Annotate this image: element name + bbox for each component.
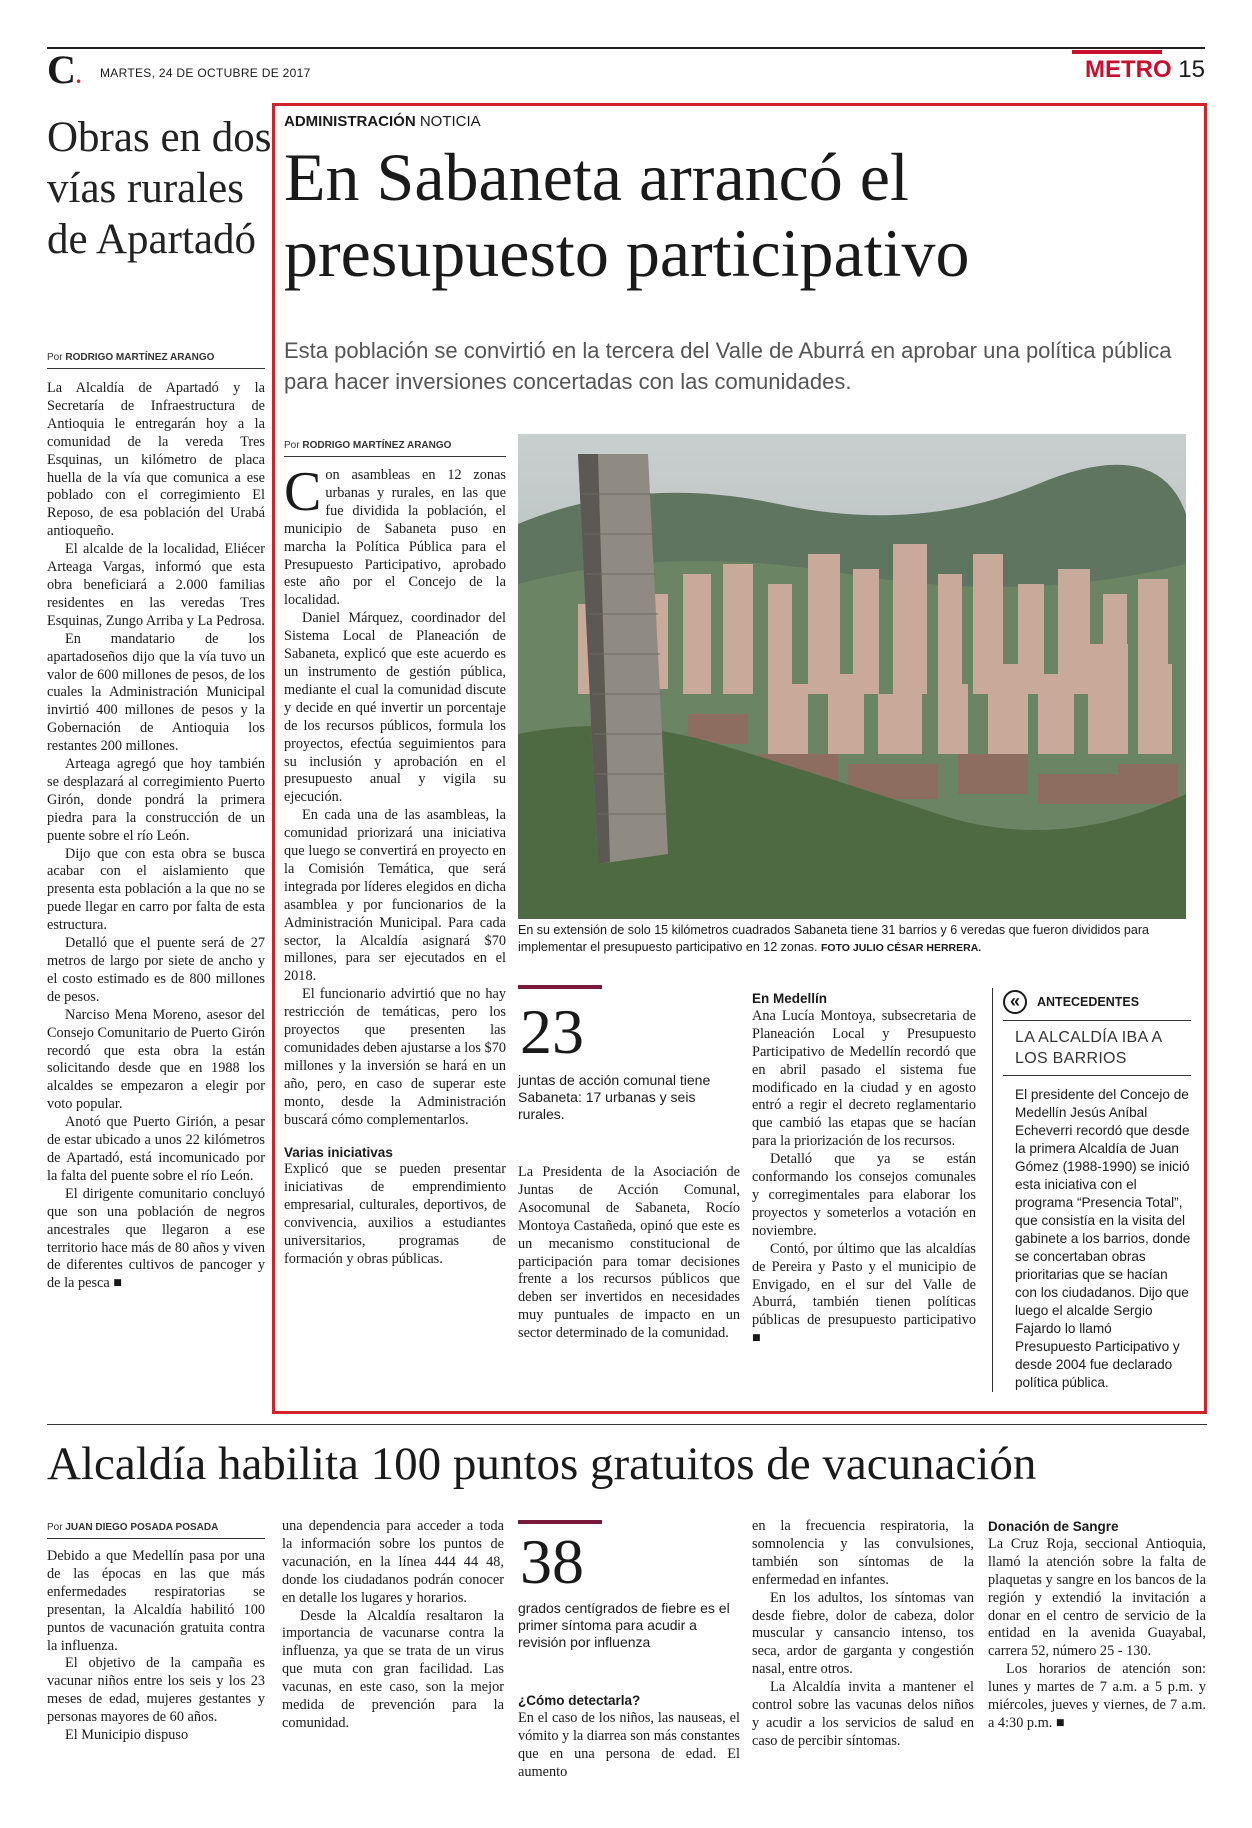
paragraph: El funcionario advirtió que no hay restricción de temáticas, pero los proyectos que presenten las comunidades deben ajustarse a los $70 millones y la inversión se hará en un año, pero, en caso de superar este monto, desde la Administración buscará cómo complementarlos. — [284, 986, 506, 1128]
paragraph: En los adultos, los síntomas van desde fiebre, dolor de cabeza, dolor muscular y cansancio intenso, tos seca, ardor de garganta y congestión nasal, entre otros. — [752, 1589, 974, 1678]
left-story-title: Obras en dos vías rurales de Apartadó — [47, 114, 272, 263]
section-header — [1085, 56, 1205, 84]
drop-cap: C — [284, 461, 322, 523]
stat-accent-bar — [518, 1520, 602, 1524]
paragraph: Ana Lucía Montoya, subsecretaria de Planeación Local y Presupuesto Participativo de Medellín recordó que en abril pasado el sistema fue modificado en la ciudad y en agosto entró a regir el decreto reglamentario que cambió las etapas que se hacían para la priorización de los recursos. — [752, 1007, 976, 1150]
main-story-title: En Sabaneta arrancó el presupuesto participativo — [284, 139, 970, 291]
bottom-story-col1 — [47, 1548, 265, 1745]
paragraph: Detalló que ya se están conformando los consejos comunales y corregimentales para elaborar los proyectos y someterlos a votación en noviembre. — [752, 1151, 976, 1239]
paragraph: En mandatario de los apartadoseños dijo que la vía tuvo un valor de 600 millones de pesos, de los cuales la Administración Municipal invirtió 400 millones de pesos y la Gobernación de Antioquia los restantes 200 millones. — [47, 630, 265, 755]
paragraph: Anotó que Puerto Girión, a pesar de estar ubicado a unos 22 kilómetros de Apartadó, está incomunicado por la falta del puente sobre el río León. — [47, 1114, 265, 1184]
main-story-col1 — [284, 461, 506, 1269]
newspaper-logo: C. — [47, 47, 82, 92]
main-byline-rule — [284, 456, 506, 457]
paragraph: Con asambleas en 12 zonas urbanas y rurales, en las que fue dividida la población, el municipio de Sabaneta puso en marcha la Política Pública para el Presupuesto Participativo, aprobado este año por el Concejo de la localidad. — [284, 461, 506, 609]
antecedentes-label: ANTECEDENTES — [1037, 995, 1140, 1009]
antecedentes-rule — [1003, 1020, 1191, 1021]
main-story-byline: Por RODRIGO MARTÍNEZ ARANGO — [284, 440, 452, 451]
photo-credit: FOTO JULIO CÉSAR HERRERA. — [820, 942, 982, 954]
stat-accent-bar — [518, 985, 602, 989]
main-story-col2 — [518, 1164, 740, 1343]
paragraph: La Alcaldía de Apartadó y la Secretaría de Infraestructura de Antioquia le entregarán hoy a la comunidad de la vereda Tres Esquinas, un kilómetro de placa huella de la vía que comunica a ese poblado con el corregimiento El Reposo, de esa población del Urabá antioqueño. — [47, 380, 265, 540]
stat-number-fever: 38 — [520, 1526, 584, 1597]
left-byline-rule — [47, 368, 265, 369]
antecedentes-title: LA ALCALDÍA IBA A LOS BARRIOS — [1015, 1029, 1162, 1067]
stat-caption: juntas de acción comunal tiene Sabaneta: 17 urbanas y seis rurales. — [518, 1072, 711, 1122]
paragraph: Explicó que se pueden presentar iniciativas de emprendimiento empresarial, culturales, deportivos, de convivencia, auxilios a estudiantes universitarios, programas de formación y obras públicas. — [284, 1161, 506, 1267]
skyline-illustration — [518, 434, 1186, 919]
paragraph: en la frecuencia respiratoria, la somnolencia y las convulsiones, también son síntomas de la enfermedad en infantes. — [752, 1518, 974, 1588]
bottom-story-col4 — [752, 1518, 974, 1751]
subhead-varias-iniciativas: Varias iniciativas — [284, 1144, 393, 1160]
paragraph: En cada una de las asambleas, la comunidad priorizará una iniciativa que luego se convertirá en proyecto en la Comisión Temática, que será integrada por líderes elegidos en dicha asamblea y por funcionarios de la Administración Municipal. Para cada sector, la Alcaldía asignará $70 millones, para ser ejecutados en el 2018. — [284, 807, 506, 985]
paragraph: La Presidenta de la Asociación de Juntas de Acción Comunal, Asocomunal de Sabaneta, Rocío Montoya Castañeda, opinó que este es un mecanismo constitucional de participación para tomar decisiones frente a los recursos públicos que deben ser invertidos en necesidades muy puntuales de impacto en un sector determinado de la comunidad. — [518, 1164, 740, 1342]
paragraph: El objetivo de la campaña es vacunar niños entre los seis y los 23 meses de edad, mujeres gestantes y personas mayores de 60 años. — [47, 1655, 265, 1726]
paragraph: En el caso de los niños, las nauseas, el vómito y la diarrea son más constantes que en una persona de edad. El aumento — [518, 1709, 740, 1780]
antecedentes-rule-bottom — [1003, 1075, 1191, 1076]
left-story-body — [47, 380, 265, 1293]
logo-dot: . — [75, 63, 82, 88]
left-story-byline: Por RODRIGO MARTÍNEZ ARANGO — [47, 352, 215, 363]
paragraph: Narciso Mena Moreno, asesor del Consejo Comunitario de Puerto Girón recordó que esta obra la están solicitando desde que en 1988 los alcaldes se empezaron a elegir por voto popular. — [47, 1006, 265, 1113]
main-story-col3 — [752, 990, 976, 1348]
subhead-donacion-de-sangre: Donación de Sangre — [988, 1519, 1119, 1534]
paragraph: Contó, por último que las alcaldías de Pereira y Pasto y el municipio de Envigado, en el sur del Valle de Aburrá, también tienen políticas públicas de presupuesto participativo ■ — [752, 1240, 976, 1347]
paragraph: Debido a que Medellín pasa por una de las épocas en las que más enfermedades respiratorias se presentan, la Alcaldía habilitó 100 puntos de vacunación gratuita contra la influenza. — [47, 1548, 265, 1654]
paragraph: La Alcaldía invita a mantener el control sobre las vacunas delos niños y acudir a los servicios de salud en caso de percibir síntomas. — [752, 1679, 974, 1749]
paragraph: Dijo que con esta obra se busca acabar con el aislamiento que presenta esta población a la que no se puede llegar en carro por falta de esta estructura. — [47, 845, 265, 934]
paragraph: Desde la Alcaldía resaltaron la importancia de vacunarse contra la influenza, ya que se trata de un virus que muta con gran facilidad. Las vacunas, en este caso, son la mejor medida de prevención para la comunidad. — [282, 1607, 504, 1731]
subhead-en-medellin: En Medellín — [752, 991, 828, 1006]
page-number: 15 — [1178, 56, 1205, 83]
antecedentes-header — [1003, 990, 1191, 1014]
photo-caption: En su extensión de solo 15 kilómetros cuadrados Sabaneta tiene 31 barrios y 6 veredas que fueron divididos para implementar el presupuesto participativo en 12 zonas. FOTO JULIO CÉSAR HERRERA. — [518, 923, 1149, 954]
double-chevron-left-icon: « — [1003, 990, 1027, 1014]
section-name: METRO — [1084, 56, 1172, 83]
story-divider — [47, 1424, 1207, 1425]
bottom-story-col3 — [518, 1692, 740, 1782]
antecedentes-divider — [992, 988, 993, 1392]
paragraph: El Municipio dispuso — [65, 1727, 189, 1744]
paragraph: una dependencia para acceder a toda la información sobre los puntos de vacunación, en la línea 444 44 48, donde los ciudadanos podrán conocer en detalle los lugares y horarios. — [282, 1518, 504, 1606]
antecedentes-text: El presidente del Concejo de Medellín Jesús Aníbal Echeverri recordó que desde la primera Alcaldía de Juan Gómez (1988-1990) se inició esta iniciativa con el programa “Presencia Total”, que consistía en la visita del gabinete a los barrios, donde se concertaban obras prioritarias que se hacían con los ciudadanos. Dijo que luego el alcalde Sergio Fajardo lo llamó Presupuesto Participativo y desde 2004 fue declarado política pública. — [1015, 1087, 1191, 1390]
bottom-story-col5 — [988, 1518, 1206, 1733]
bottom-story-byline: Por JUAN DIEGO POSADA POSADA — [47, 1522, 219, 1533]
antecedentes-box — [1003, 990, 1191, 1392]
subhead-como-detectarla: ¿Cómo detectarla? — [518, 1693, 641, 1708]
main-story-kicker: ADMINISTRACIÓN NOTICIA — [284, 113, 481, 130]
bottom-byline-rule — [47, 1538, 265, 1539]
paragraph: La Cruz Roja, seccional Antioquia, llamó la atención sobre la falta de plaquetas y sangre en los bancos de la región y extendió la invitación a donar en el centro de servicio de la entidad en la avenida Guayabal, carrera 52, número 25 - 130. — [988, 1535, 1206, 1660]
stat-caption-fever: grados centígrados de fiebre es el primer síntoma para acudir a revisión por influenza — [518, 1600, 730, 1650]
paragraph: El alcalde de la localidad, Eliécer Arteaga Vargas, informó que esta obra beneficiará a 2.000 familias residentes en las veredas Tres Esquinas, Zungo Arriba y La Pedrosa. — [47, 541, 265, 629]
paragraph: Detalló que el puente será de 27 metros de largo por siete de ancho y el costo estimado es de 800 millones de pesos. — [47, 935, 265, 1005]
main-story-deck: Esta población se convirtió en la tercera del Valle de Aburrá en aprobar una política pública para hacer inversiones concertadas con las comunidades. — [284, 338, 1172, 394]
issue-date: MARTES, 24 DE OCTUBRE DE 2017 — [100, 66, 311, 80]
bottom-story-title: Alcaldía habilita 100 puntos gratuitos de vacunación — [47, 1438, 1037, 1490]
section-accent-bar — [1072, 50, 1162, 54]
header-rule — [47, 47, 1205, 49]
paragraph: El dirigente comunitario concluyó que son una población de negros ancestrales que llegaron a ese territorio hace más de 80 años y viven de diferentes cultivos de pancoger y de la pesca ■ — [47, 1185, 265, 1292]
paragraph: Arteaga agregó que hoy también se desplazará al corregimiento Puerto Girón, donde pondrá la primera piedra para la construcción de un puente sobre el río León. — [47, 756, 265, 844]
stat-number: 23 — [520, 996, 584, 1067]
paragraph: Los horarios de atención son: lunes y martes de 7 a.m. a 5 p.m. y miércoles, jueves y viernes, de 7 a.m. a 4:30 p.m. ■ — [988, 1661, 1206, 1731]
sabaneta-skyline-photo — [518, 434, 1186, 919]
bottom-story-col2 — [282, 1518, 504, 1733]
paragraph: Daniel Márquez, coordinador del Sistema Local de Planeación de Sabaneta, explicó que este acuerdo es un instrumento de gestión pública, mediante el cual la comunidad discute y decide en qué invertir un porcentaje de los recursos públicos, formula los proyectos, efectúa seguimientos para su inclusión y aprobación en el presupuesto anual y vigila su ejecución. — [284, 610, 506, 806]
